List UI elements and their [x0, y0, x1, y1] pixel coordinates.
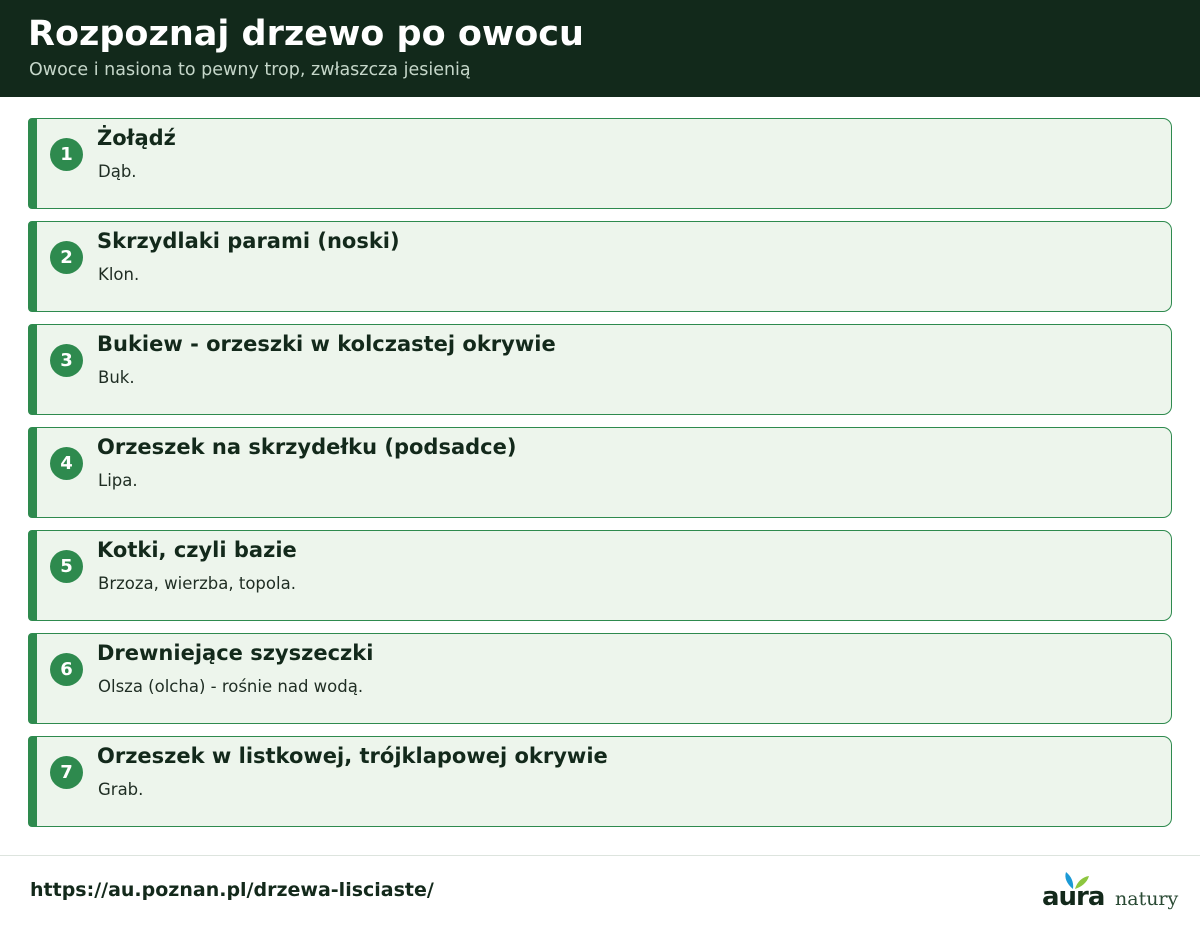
page-title: Rozpoznaj drzewo po owocu	[28, 14, 584, 54]
source-link[interactable]: https://au.poznan.pl/drzewa-lisciaste/	[30, 879, 434, 901]
list-item	[28, 118, 1172, 209]
number-badge: 1	[50, 138, 83, 171]
item-description: Lipa.	[98, 471, 138, 490]
list-item	[28, 530, 1172, 621]
page-header	[0, 0, 1200, 97]
footer-divider	[0, 855, 1200, 856]
number-badge: 7	[50, 756, 83, 789]
item-description: Brzoza, wierzba, topola.	[98, 574, 296, 593]
item-title: Skrzydlaki parami (noski)	[97, 229, 400, 253]
item-title: Orzeszek w listkowej, trójklapowej okrywie	[97, 744, 608, 768]
list-item	[28, 633, 1172, 724]
number-badge: 5	[50, 550, 83, 583]
number-badge: 6	[50, 653, 83, 686]
item-title: Kotki, czyli bazie	[97, 538, 297, 562]
item-title: Orzeszek na skrzydełku (podsadce)	[97, 435, 517, 459]
item-description: Buk.	[98, 368, 135, 387]
list-item	[28, 736, 1172, 827]
item-description: Olsza (olcha) - rośnie nad wodą.	[98, 677, 364, 696]
logo-main-text: aura	[1042, 882, 1105, 912]
list-item	[28, 324, 1172, 415]
aura-natury-logo[interactable]	[1040, 870, 1179, 915]
number-badge: 3	[50, 344, 83, 377]
item-description: Dąb.	[98, 162, 137, 181]
item-title: Bukiew - orzeszki w kolczastej okrywie	[97, 332, 556, 356]
item-title: Drewniejące szyszeczki	[97, 641, 374, 665]
fruit-list	[28, 118, 1172, 839]
page-subtitle: Owoce i nasiona to pewny trop, zwłaszcza jesienią	[29, 60, 471, 80]
item-description: Klon.	[98, 265, 140, 284]
number-badge: 2	[50, 241, 83, 274]
number-badge: 4	[50, 447, 83, 480]
list-item	[28, 221, 1172, 312]
item-description: Grab.	[98, 780, 144, 799]
logo-sub-text: natury	[1115, 888, 1179, 910]
item-title: Żołądź	[97, 126, 176, 150]
list-item	[28, 427, 1172, 518]
